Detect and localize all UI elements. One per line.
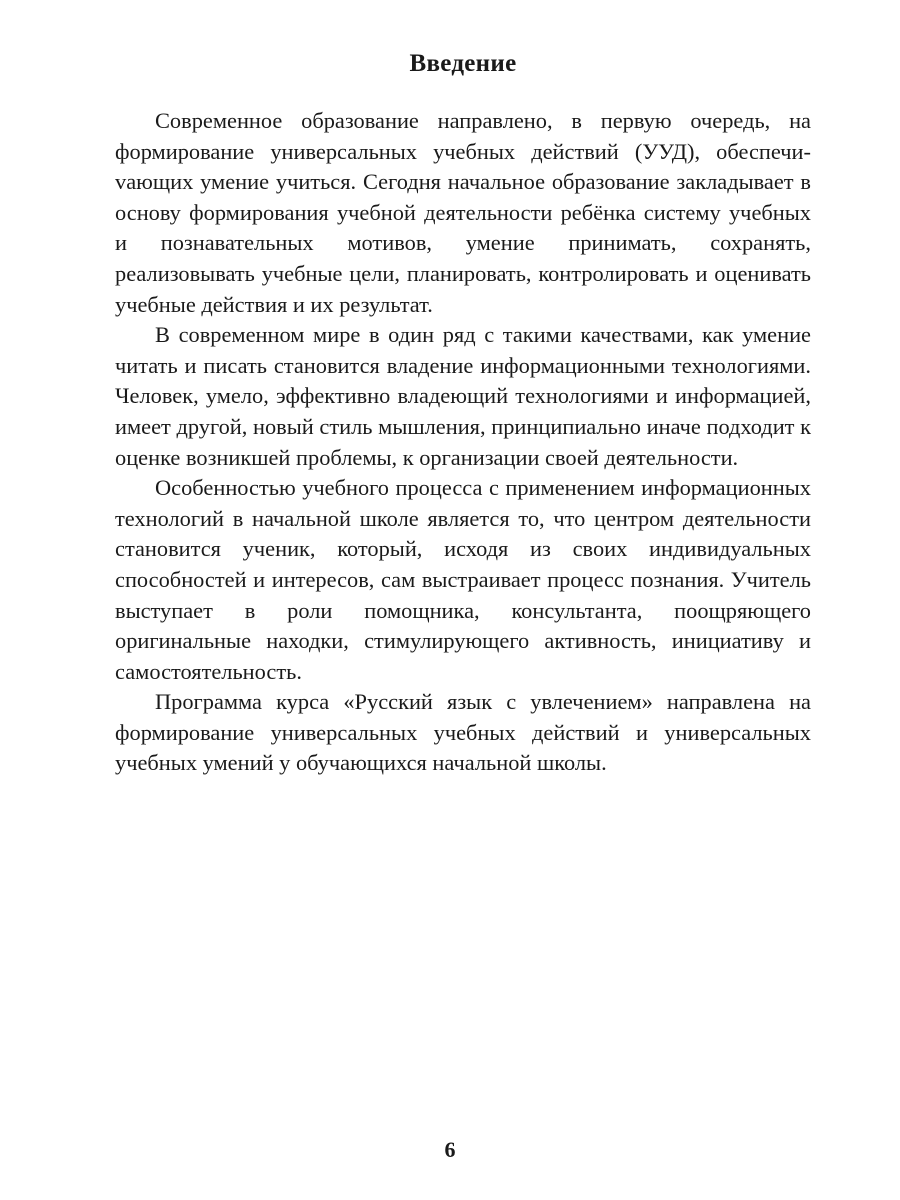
page-number: 6 xyxy=(444,1137,456,1162)
paragraph-2: В современном мире в один ряд с такими качествами, как умение читать и писать становится владение информационными технологиями. Человек, умело, эффективно владеющий технологиями и информацией, имеет другой, новый стиль мышления, принципиально иначе подходит к оценке возникшей проблемы, к организации своей деятельности. xyxy=(115,322,811,470)
section-title: Введение xyxy=(409,50,517,77)
paragraph-3: Особенностью учебного процесса с применением информационных технологий в начальной школе является то, что центром деятельности становится ученик, который, исходя из своих индивидуальных способностей и интересов, сам выстраивает процесс познания. Учитель выступает в роли помощника, консультанта, поощряющего оригинальные находки, стимулирующего активность, инициативу и самостоятельность. xyxy=(115,475,811,684)
paragraph-1: Современное образование направлено, в первую очередь, на формирование универсальных учебных действий (УУД), обеспечиvающих умение учиться. Сегодня начальное образование закладывает в основу формирования учебной деятельности ребёнка систему учебных и познавательных мотивов, умение принимать, сохранять, реализовывать учебные цели, планировать, контролировать и оценивать учебные действия и их результат. xyxy=(115,108,811,317)
paragraph-4: Программа курса «Русский язык с увлечением» направлена на формирование универсальных учебных действий и универсальных учебных умений у обучающихся начальной школы. xyxy=(115,689,811,776)
document-page xyxy=(115,50,811,779)
